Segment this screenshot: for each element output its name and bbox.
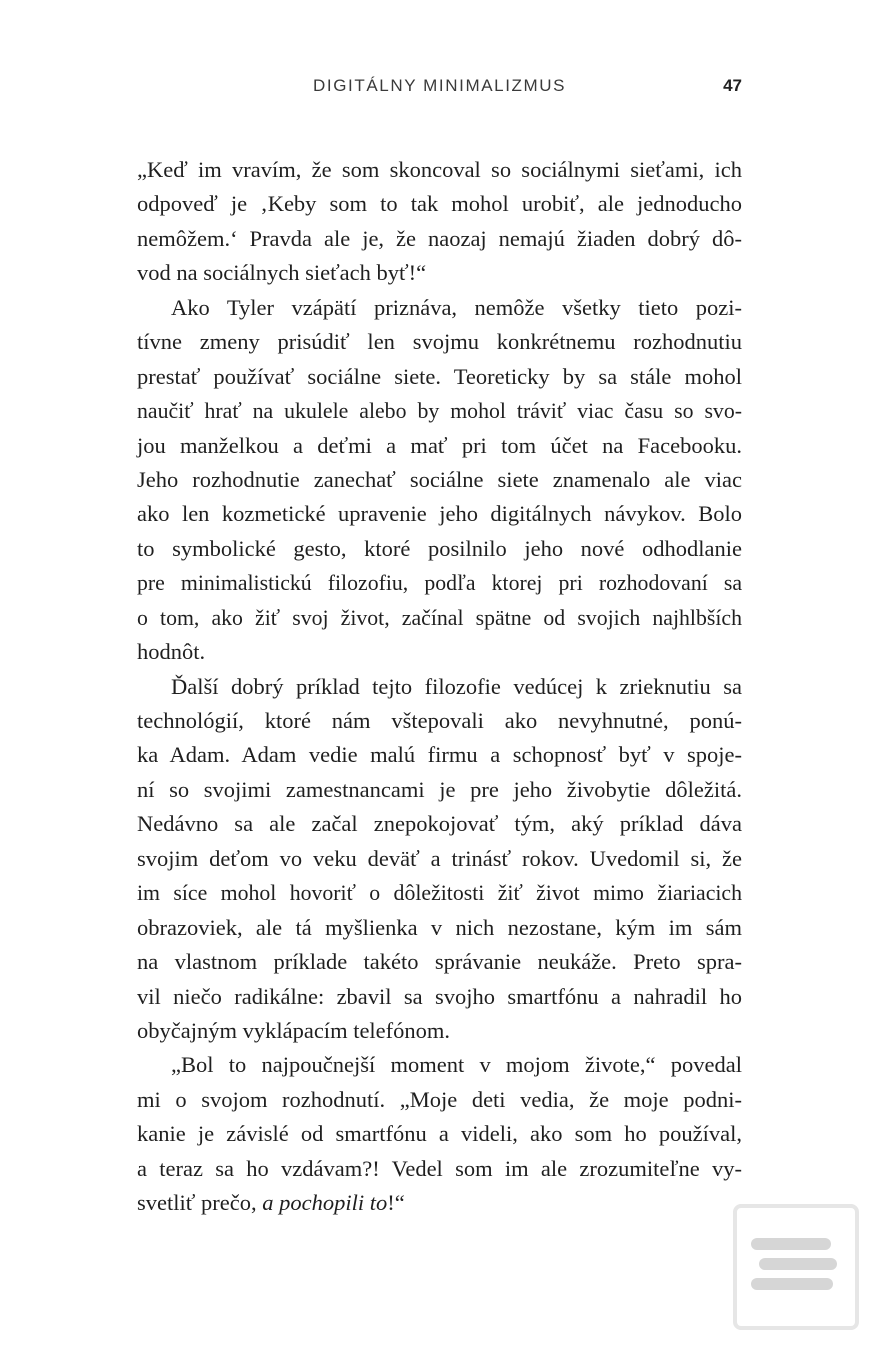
final-line-prefix: svetliť prečo, [137,1190,263,1216]
text-line: Nedávno sa ale začal znepokojovať tým, aký príklad dáva [137,811,742,837]
text-line: prestať používať sociálne siete. Teoreticky by sa stále mohol [137,363,742,389]
text-line: technológií, ktoré nám vštepovali ako nevyhnutné, ponú- [137,708,742,733]
book-bar [751,1278,833,1290]
books-stack-icon [733,1204,859,1330]
text-line: Jeho rozhodnutie zanechať sociálne siete znamenalo ale viac [137,466,742,492]
text-line: to symbolické gesto, ktoré posilnilo jeho nové odhodlanie [137,535,742,561]
text-line: tívne zmeny prisúdiť len svojmu konkrétnemu rozhodnutiu [137,329,742,355]
text-line: a teraz sa ho vzdávam?! Vedel som im ale zrozumiteľne vy- [137,1155,742,1181]
text-line: vil niečo radikálne: zbavil sa svojho smartfónu a nahradil ho [137,983,742,1009]
text-line: hodnôt. [137,639,206,665]
text-line: nemôžem.‘ Pravda ale je, že naozaj nemajú žiaden dobrý dô- [137,225,742,251]
paragraph-start-line: „Bol to najpoučnejší moment v mojom živote,“ povedal [171,1052,742,1078]
text-line: odpoveď je ‚Keby som to tak mohol urobiť, ale jednoducho [137,191,742,217]
text-line: naučiť hrať na ukulele alebo by mohol tráviť viac času so svo- [137,399,742,424]
text-line: svojim deťom vo veku deväť a trinásť rokov. Uvedomil si, že [137,845,742,871]
text-line: obyčajným vyklápacím telefónom. [137,1017,451,1043]
running-head-title: DIGITÁLNY MINIMALIZMUS [313,76,567,95]
text-line: pre minimalistickú filozofiu, podľa ktorej pri rozhodovaní sa [137,571,742,596]
paragraph-start-line: Ďalší dobrý príklad tejto filozofie vedúcej k zrieknutiu sa [171,673,742,699]
book-bar [751,1238,831,1250]
text-line: kanie je závislé od smartfónu a videli, ako som ho používal, [137,1121,742,1147]
text-line: o tom, ako žiť svoj život, začínal spätne od svojich najhlbších [137,605,742,630]
text-line: mi o svojom rozhodnutí. „Moje deti vedia, že moje podni- [137,1086,742,1112]
text-line: ní so svojimi zamestnancami je pre jeho živobytie dôležitá. [137,776,742,802]
final-line-suffix: !“ [387,1190,405,1216]
text-line: im síce mohol hovoriť o dôležitosti žiť život mimo žiariacich [137,881,742,906]
text-line: „Keď im vravím, že som skoncoval so sociálnymi sieťami, ich [137,157,742,182]
text-line: vod na sociálnych sieťach byť!“ [137,260,427,286]
final-line [137,1186,742,1220]
text-line: ka Adam. Adam vedie malú firmu a schopnosť byť v spoje- [137,742,742,768]
text-line: obrazoviek, ale tá myšlienka v nich nezostane, kým im sám [137,914,742,940]
running-head [137,76,742,98]
body-text [137,153,742,1221]
text-line: jou manželkou a deťmi a mať pri tom účet na Facebooku. [137,432,742,458]
book-bar [759,1258,837,1270]
text-line: na vlastnom príklade takéto správanie neukáže. Preto spra- [137,949,742,975]
page-number: 47 [723,76,742,95]
text-line: ako len kozmetické upravenie jeho digitálnych návykov. Bolo [137,501,742,527]
paragraph-start-line: Ako Tyler vzápätí priznáva, nemôže všetky tieto pozi- [171,294,742,320]
final-line-italic: a pochopili to [262,1190,388,1216]
